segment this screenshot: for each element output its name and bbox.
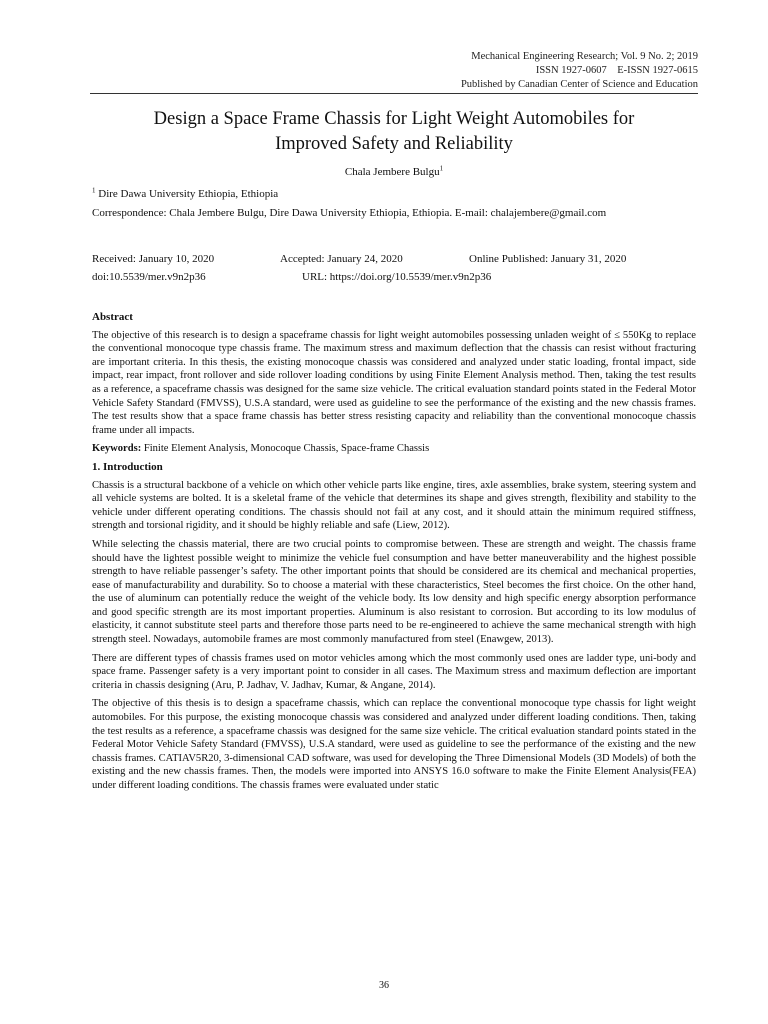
title-line-2: Improved Safety and Reliability xyxy=(275,134,513,154)
page-number: 36 xyxy=(379,980,389,991)
author-superscript: 1 xyxy=(439,164,444,173)
correspondence: Correspondence: Chala Jembere Bulgu, Dire Dawa University Ethiopia, Ethiopia. E-mail: chalajembere@gmail.com xyxy=(92,207,607,219)
intro-paragraph-2: While selecting the chassis material, there are two crucial points to compromise between. These are strength and weight. The chassis frame should have the lightest possible weight to minimize the vehicle fuel consumption and have better maneuverability and the highest possible strength to have reliable passenger’s safety. The other important points that should be considered are its chemical and mechanical properties, ease of manufacturability and durability. So to choose a material with these characteristics, Steel becomes the first choice. On the other hand, the use of aluminum can potentially reduce the weight of the vehicle body. Its low density and high specific energy absorption performance and good specific strength are its most important properties. Aluminum is also resistant to corrosion. But according to its low modulus of elasticity, it cannot substitute steel parts and therefore those parts need to be re-engineered to achieve the same mechanical strength with high strength steel. Nowadays, automobile frames are most commonly manufactured from steel (Enawgew, 2013). xyxy=(92,538,696,646)
author-name: Chala Jembere Bulgu xyxy=(344,166,440,178)
introduction-heading: 1. Introduction xyxy=(92,460,163,473)
published-date: Online Published: January 31, 2020 xyxy=(469,253,627,265)
paper-title xyxy=(90,107,698,157)
keywords xyxy=(92,442,696,456)
paper-body xyxy=(92,311,696,798)
intro-paragraph-1: Chassis is a structural backbone of a vehicle on which other vehicle parts like engine, tires, axle assemblies, brake system, steering system and all vehicle systems are bolted. It is a skeletal frame of the vehicle that determines its shape and gives strength, flexibility and stability to the vehicle under different operating conditions. The chassis should not fail at any cost, and it should attain the minimum required stiffness, strength and torsional rigidity, and it should be highly reliable and safe (Liew, 2012). xyxy=(92,479,696,532)
author-line xyxy=(90,166,698,178)
abstract-heading: Abstract xyxy=(92,311,133,323)
received-date: Received: January 10, 2020 xyxy=(92,253,215,265)
doi: doi:10.5539/mer.v9n2p36 xyxy=(92,271,206,283)
affiliation-text: Dire Dawa University Ethiopia, Ethiopia xyxy=(95,188,279,200)
accepted-date: Accepted: January 24, 2020 xyxy=(280,253,403,265)
journal-header xyxy=(461,50,698,92)
keywords-label: Keywords: xyxy=(92,443,142,455)
affiliation-superscript: 1 xyxy=(92,186,96,195)
intro-paragraph-3: There are different types of chassis frames used on motor vehicles among which the most commonly used ones are ladder type, uni-body and space frame. Passenger safety is a very important point to consider in all cases. The Maximum stress and maximum deflection are important criteria in chassis designing (Aru, P. Jadhav, V. Jadhav, Kumar, & Angane, 2014). xyxy=(92,652,696,691)
abstract-text: The objective of this research is to design a spaceframe chassis for light weight automobiles possessing unladen weight of ≤ 550Kg to replace the conventional monocoque type chassis frame. The maximum stress and maximum deflection that the chassis can resist without fracturing are important criteria. In this thesis, the existing monocoque chassis was considered and analyzed under static loading, frontal impact, side impact, rear impact, front rollover and side rollover loading conditions by using Finite Element Analysis method. Then, taking the test results as a reference, a spaceframe chassis was designed for the same size vehicle. The critical evaluation standard points stated in the Federal Motor Vehicle Safety Standard (FMVSS), U.S.A standard, were used as guideline to see the performance of the existing and the new chassis frames. The test results show that a space frame chassis has better stress resisting capacity and reliability than the conventional monocoque chassis frame under all impacts. xyxy=(92,329,696,436)
issn-line: ISSN 1927-0607 E-ISSN 1927-0615 xyxy=(535,65,698,76)
journal-info-line: Mechanical Engineering Research; Vol. 9 No. 2; 2019 xyxy=(471,51,698,62)
intro-paragraph-4: The objective of this thesis is to design a spaceframe chassis, which can replace the conventional monocoque type chassis for light weight automobiles. For this purpose, the existing monocoque chassis was considered and analyzed under different loading conditions. Then, taking the test results as a reference, a spaceframe chassis was designed for the same size vehicle. The critical evaluation standard points stated in the Federal Motor Vehicle Safety Standard (FMVSS), U.S.A standard, were used as guideline to see the performance of the existing and the new chassis frames. CATIAV5R20, 3-dimensional CAD software, was used for developing the Three Dimensional Models (3D Models) of both the existing and the new chassis frames. Then, the models were imported into ANSYS 16.0 software to make the Finite Element Analysis(FEA) under different loading conditions. The chassis frames were evaluated under static xyxy=(92,698,696,791)
keywords-text: Finite Element Analysis, Monocoque Chassis, Space-frame Chassis xyxy=(141,443,430,455)
title-line-1: Design a Space Frame Chassis for Light Weight Automobiles for xyxy=(153,109,635,129)
header-rule xyxy=(90,93,698,94)
publisher-line: Published by Canadian Center of Science and Education xyxy=(460,79,698,90)
affiliation xyxy=(92,188,278,200)
url-link[interactable]: URL: https://doi.org/10.5539/mer.v9n2p36 xyxy=(302,271,492,283)
